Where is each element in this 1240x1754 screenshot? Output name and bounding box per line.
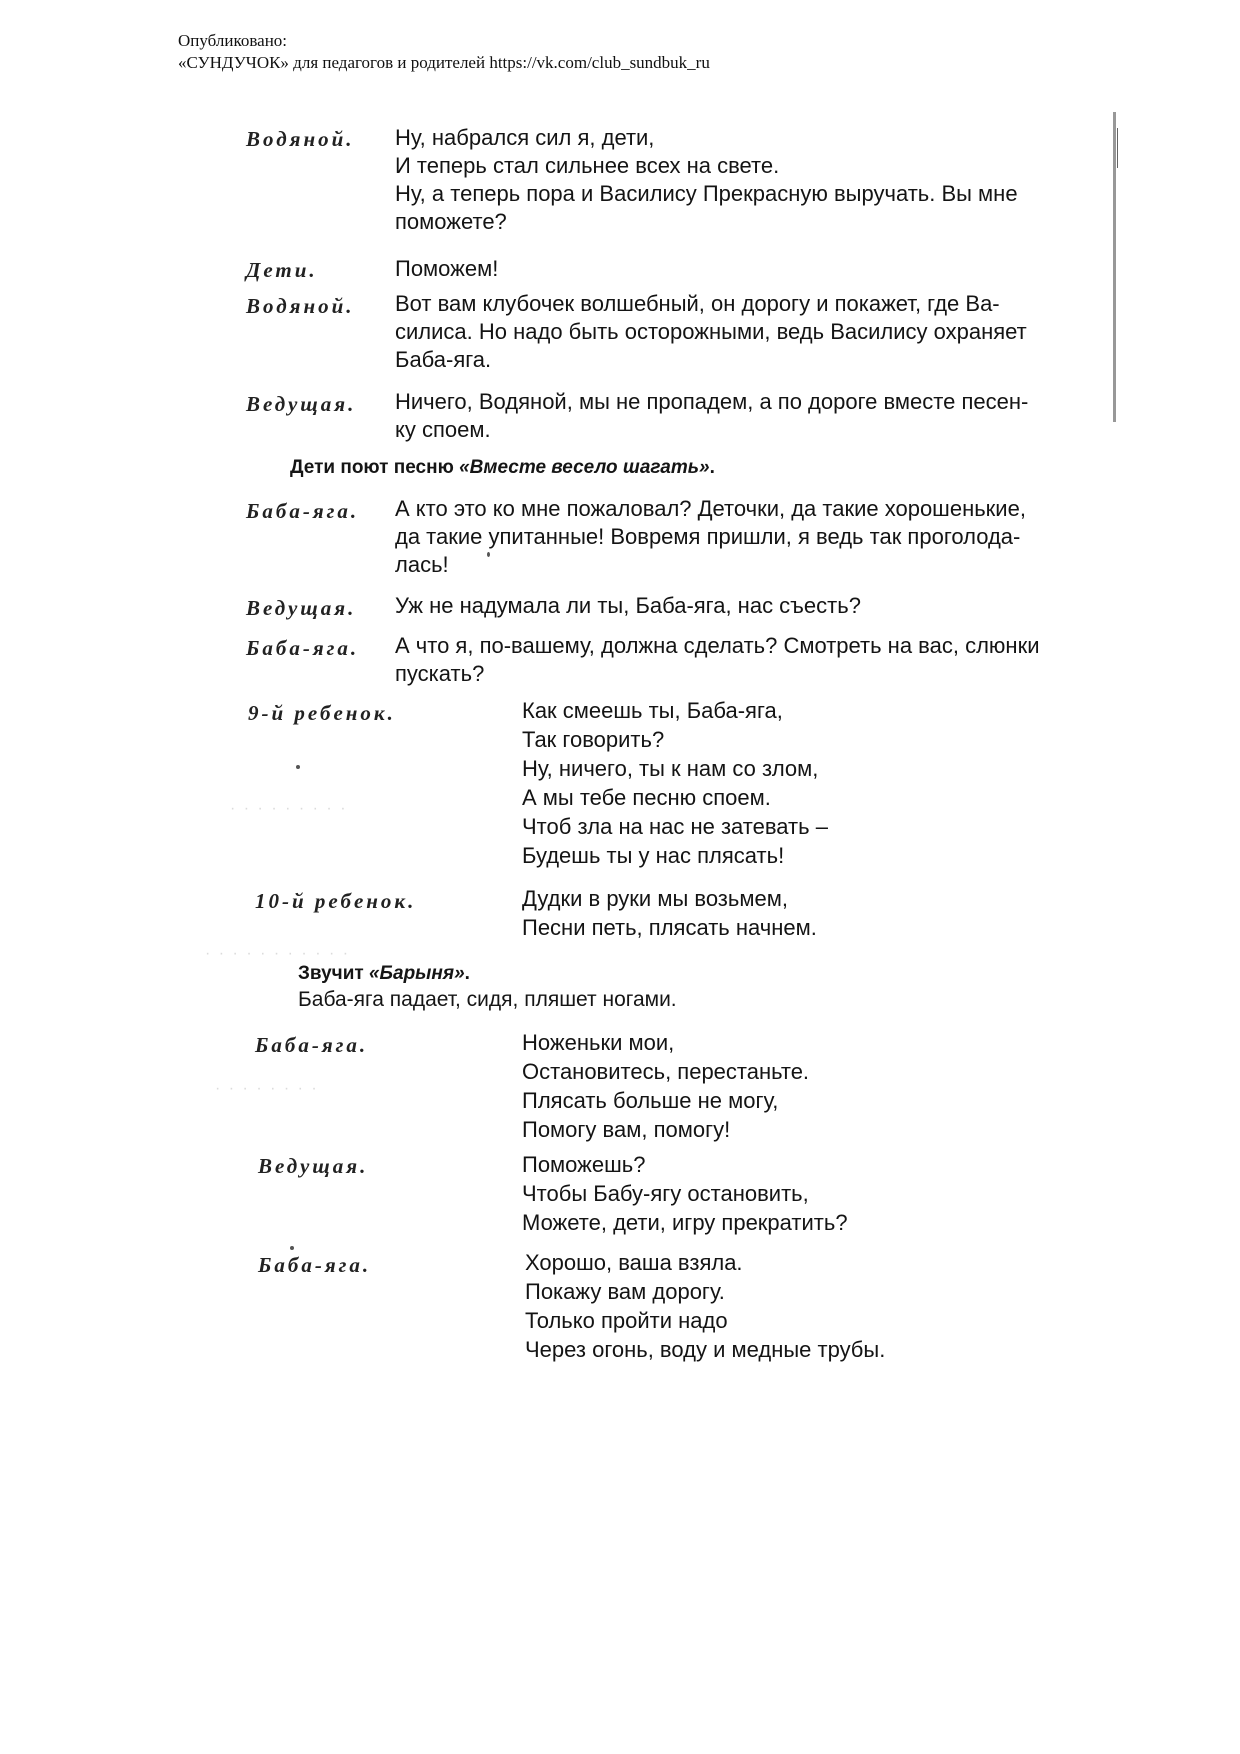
header-published-label: Опубликовано:	[178, 31, 288, 50]
verse-line: Через огонь, воду и медные трубы.	[525, 1337, 886, 1362]
stage-direction-punct: .	[709, 457, 715, 478]
verse-line: Дудки в руки мы возьмем,	[522, 886, 788, 911]
verse-line: Помогу вам, помогу!	[522, 1117, 731, 1142]
speaker-label: Ведущая.	[258, 1154, 369, 1178]
song-title: «Вместе весело шагать»	[459, 457, 710, 478]
scan-speck	[296, 765, 300, 769]
dialogue-line: И теперь стал сильнее всех на свете.	[395, 153, 780, 178]
verse-line: Хорошо, ваша взяла.	[525, 1250, 743, 1275]
verse-line: Плясать больше не могу,	[522, 1088, 779, 1113]
verse-line: А мы тебе песню споем.	[522, 785, 771, 810]
verse-line: Только пройти надо	[525, 1308, 728, 1333]
speaker-label: Баба-яга.	[255, 1033, 369, 1057]
dialogue-line: ку споем.	[395, 417, 491, 442]
stage-direction	[298, 961, 470, 987]
verse-line: Песни петь, плясать начнем.	[522, 915, 817, 940]
scan-edge-mark-2	[1117, 128, 1118, 168]
verse-line: Будешь ты у нас плясать!	[522, 843, 785, 868]
speaker-label: Дети.	[246, 258, 318, 282]
dialogue-line: силиса. Но надо быть осторожными, ведь Василису охраняет	[395, 319, 1027, 344]
dialogue-line: А что я, по-вашему, должна сделать? Смотреть на вас, слюнки	[395, 633, 1040, 658]
verse-line: Покажу вам дорогу.	[525, 1279, 725, 1304]
dialogue-line: поможете?	[395, 209, 507, 234]
stage-direction-punct: .	[464, 963, 470, 984]
speaker-label: Ведущая.	[246, 596, 357, 620]
dialogue-line: Ну, а теперь пора и Василису Прекрасную выручать. Вы мне	[395, 181, 1018, 206]
stage-direction-note: Баба-яга падает, сидя, пляшет ногами.	[298, 988, 677, 1011]
verse-line: Ну, ничего, ты к нам со злом,	[522, 756, 819, 781]
scan-bleed-text: · · · · · · · · · · ·	[205, 945, 351, 962]
header-source-line: «СУНДУЧОК» для педагогов и родителей https://vk.com/club_sundbuk_ru	[178, 53, 710, 72]
stage-direction-text: Звучит	[298, 963, 369, 984]
verse-line: Поможешь?	[522, 1152, 646, 1177]
verse-line: Чтобы Бабу-ягу остановить,	[522, 1181, 809, 1206]
speaker-label: Баба-яга.	[246, 636, 360, 660]
dialogue-line: Уж не надумала ли ты, Баба-яга, нас съесть?	[395, 593, 861, 618]
dialogue-line: Вот вам клубочек волшебный, он дорогу и покажет, где Ва-	[395, 291, 1000, 316]
speaker-label: 10-й ребенок.	[255, 889, 417, 913]
speaker-label: Водяной.	[246, 127, 355, 151]
verse-line: Можете, дети, игру прекратить?	[522, 1210, 848, 1235]
dialogue-line: Поможем!	[395, 256, 499, 281]
verse-line: Как смеешь ты, Баба-яга,	[522, 698, 783, 723]
verse-line: Остановитесь, перестаньте.	[522, 1059, 810, 1084]
dialogue-line: Баба-яга.	[395, 347, 492, 372]
scan-bleed-text: · · · · · · · ·	[215, 1080, 319, 1097]
verse-line: Ноженьки мои,	[522, 1030, 675, 1055]
dialogue-line: Ну, набрался сил я, дети,	[395, 125, 655, 150]
dialogue-line: пускать?	[395, 661, 485, 686]
verse-line: Так говорить?	[522, 727, 665, 752]
dialogue-line: А кто это ко мне пожаловал? Деточки, да такие хорошенькие,	[395, 496, 1026, 521]
speaker-label: Водяной.	[246, 294, 355, 318]
stage-direction-text: Дети поют песню	[290, 457, 460, 478]
scan-edge-mark	[1113, 112, 1116, 422]
speaker-label: 9-й ребенок.	[248, 701, 396, 725]
scan-speck	[487, 552, 490, 557]
dialogue-line: лась!	[395, 552, 449, 577]
speaker-label: Баба-яга.	[246, 499, 360, 523]
speaker-label: Баба-яга.	[258, 1253, 372, 1277]
scan-bleed-text: · · · · · · · · ·	[230, 800, 348, 817]
stage-direction	[290, 455, 715, 481]
publication-header	[178, 30, 710, 74]
verse-line: Чтоб зла на нас не затевать –	[522, 814, 828, 839]
dialogue-line: да такие упитанные! Вовремя пришли, я ведь так проголода-	[395, 524, 1021, 549]
scan-speck	[290, 1246, 294, 1250]
dialogue-line: Ничего, Водяной, мы не пропадем, а по дороге вместе песен-	[395, 389, 1029, 414]
song-title: «Барыня»	[368, 963, 465, 984]
speaker-label: Ведущая.	[246, 392, 357, 416]
